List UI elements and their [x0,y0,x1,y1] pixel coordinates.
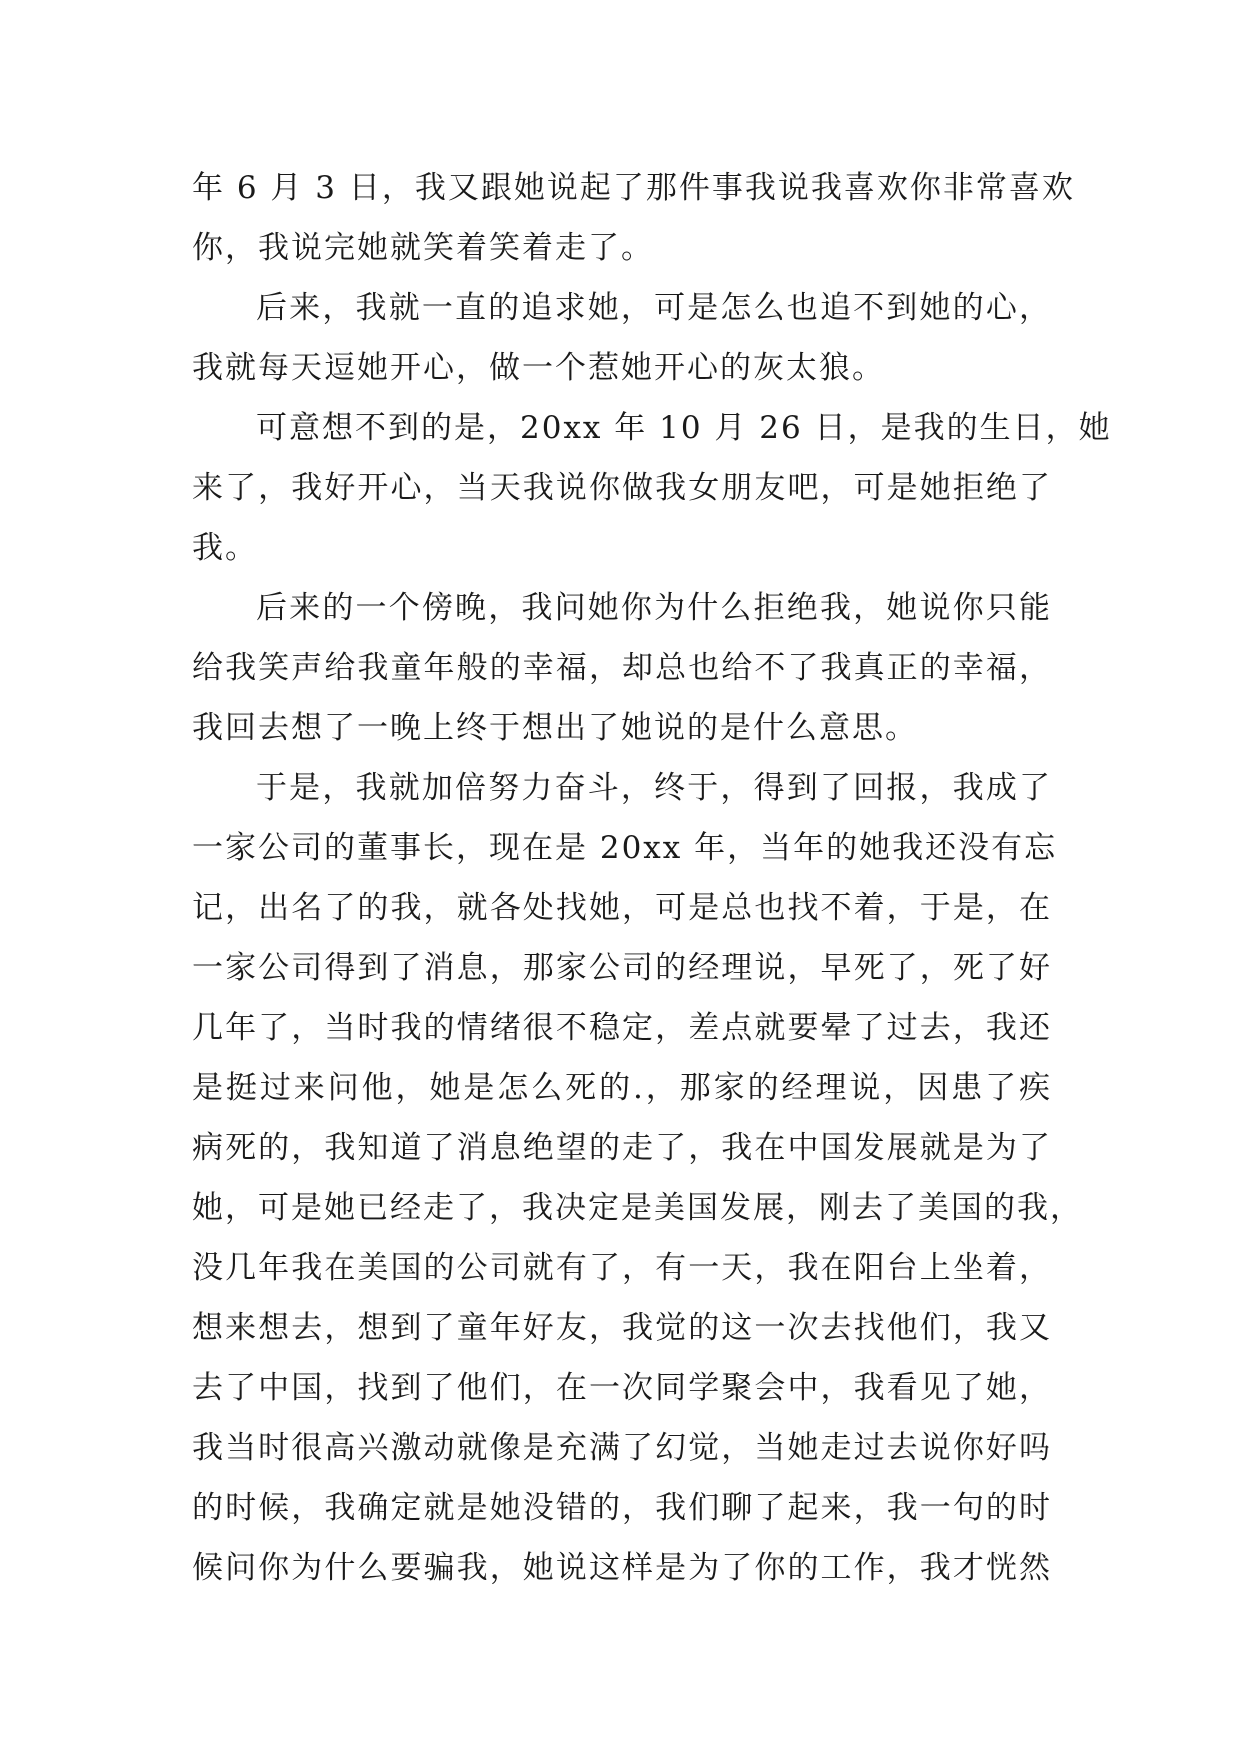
text-line: 几年了，当时我的情绪很不稳定，差点就要晕了过去，我还 [192,1010,1052,1046]
text-line: 记，出名了的我，就各处找她，可是总也找不着，于是，在 [192,890,1052,926]
paragraph-first-line: 后来，我就一直的追求她，可是怎么也追不到她的心， [256,290,1052,326]
text-line: 你，我说完她就笑着笑着走了。 [192,230,654,266]
text-line: 给我笑声给我童年般的幸福，却总也给不了我真正的幸福， [192,650,1052,686]
text-line: 去了中国，找到了他们，在一次同学聚会中，我看见了她， [192,1370,1052,1406]
text-line: 年 6 月 3 日，我又跟她说起了那件事我说我喜欢你非常喜欢 [192,170,1075,206]
text-line: 的时候，我确定就是她没错的，我们聊了起来，我一句的时 [192,1490,1052,1526]
paragraph-first-line: 后来的一个傍晚，我问她你为什么拒绝我，她说你只能 [256,590,1052,626]
text-line: 一家公司得到了消息，那家公司的经理说，早死了，死了好 [192,950,1052,986]
text-line: 一家公司的董事长，现在是 20xx 年，当年的她我还没有忘 [192,830,1058,866]
document-body [192,158,1112,1598]
text-line: 我当时很高兴激动就像是充满了幻觉，当她走过去说你好吗 [192,1430,1052,1466]
text-line: 想来想去，想到了童年好友，我觉的这一次去找他们，我又 [192,1310,1052,1346]
text-line: 候问你为什么要骗我，她说这样是为了你的工作，我才恍然 [192,1550,1052,1586]
paragraph-first-line: 可意想不到的是，20xx 年 10 月 26 日，是我的生日，她 [256,410,1112,446]
text-line: 病死的，我知道了消息绝望的走了，我在中国发展就是为了 [192,1130,1052,1166]
text-line: 没几年我在美国的公司就有了，有一天，我在阳台上坐着， [192,1250,1052,1286]
text-line: 是挺过来问他，她是怎么死的.，那家的经理说，因患了疾 [192,1070,1052,1106]
text-line: 我就每天逗她开心，做一个惹她开心的灰太狼。 [192,350,885,386]
paragraph-first-line: 于是，我就加倍努力奋斗，终于，得到了回报，我成了 [256,770,1052,806]
text-line: 她，可是她已经走了，我决定是美国发展，刚去了美国的我， [192,1190,1083,1226]
text-line: 我。 [192,530,258,566]
text-line: 我回去想了一晚上终于想出了她说的是什么意思。 [192,710,918,746]
text-line: 来了，我好开心，当天我说你做我女朋友吧，可是她拒绝了 [192,470,1052,506]
